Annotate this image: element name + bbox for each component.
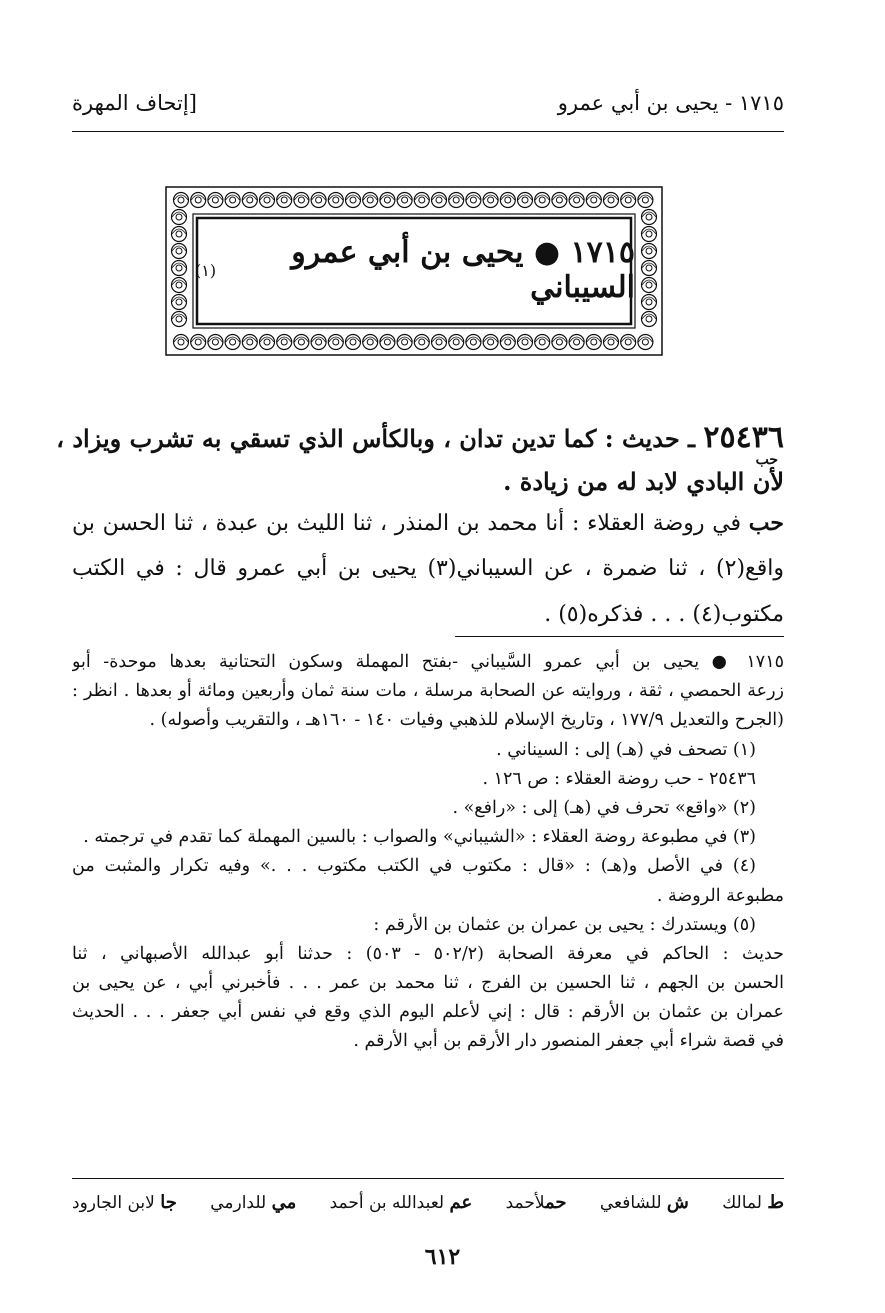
entry-title-footnote-ref: (١) [195, 260, 217, 280]
body-line-1-text: في روضة العقلاء : أنا محمد بن المنذر ، ثنا الليث بن عبدة ، ثنا الحسن بن [72, 511, 742, 536]
footnote-line: (٥) ويستدرك : يحيى بن عمران بن عثمان بن الأرقم : [373, 914, 756, 935]
footnote-line: الحسن بن الجهم ، ثنا الحسين بن الفرج ، ثنا محمد بن عمر . . . فأخبرني أبي ، عن يحيى بن [72, 973, 784, 994]
footnote-line: زرعة الحمصي ، ثقة ، وروايته عن الصحابة مرسلة ، مات سنة ثمان وأربعين ومائة أو بعدها . انظر : [72, 681, 784, 702]
hadith-number: ٢٥٤٣٦ [703, 420, 784, 455]
footnote-line: في قصة شراء أبي جعفر المنصور دار الأرقم بن أبي الأرقم . [353, 1031, 784, 1052]
running-header-right: ١٧١٥ - يحيى بن أبي عمرو [557, 91, 784, 115]
body-line-2: واقع(٢) ، ثنا ضمرة ، عن السيباني(٣) يحيى بن أبي عمرو قال : في الكتب [72, 556, 784, 581]
abbr-item: حملأحمد [505, 1191, 567, 1213]
abbr-item: مي للدارمي [210, 1191, 297, 1213]
running-header-left: [إتحاف المهرة [72, 91, 197, 115]
footnote-line: ١٧١٥ ● يحيى بن أبي عمرو السَّيباني -بفتح المهملة وسكون التحتانية بعدها موحدة- أبو [72, 652, 784, 672]
footnote-line: عمران بن عثمان بن الأرقم : قال : إني لأعلم اليوم الذي وقع في نفس أبي جعفر . . . الحديث [72, 1002, 784, 1023]
hadith-text-1: ـ حديث : كما تدين تدان ، وبالكأس الذي تسقي به تشرب ويزاد ، [56, 424, 696, 453]
entry-title [195, 215, 635, 325]
body-line-3: مكتوب(٤) . . . فذكره(٥) . [544, 602, 784, 627]
footnote-line: (الجرح والتعديل ١٧٧/٩ ، وتاريخ الإسلام للذهبي وفيات ١٤٠ - ١٦٠هـ ، والتقريب وأصوله) . [149, 710, 784, 731]
abbr-item: جا لابن الجارود [72, 1191, 177, 1213]
abbr-item: ش للشافعي [599, 1191, 689, 1213]
header-rule [72, 131, 784, 132]
page-number: ٦١٢ [424, 1244, 461, 1270]
footnote-line: (٢) «واقع» تحرف في (هـ) إلى : «رافع» . [452, 797, 756, 818]
abbreviations-rule [72, 1178, 784, 1179]
hadith-line-2: لأن البادي لابد له من زيادة . [503, 467, 784, 496]
entry-title-text: ١٧١٥ ● يحيى بن أبي عمرو السيباني [291, 235, 635, 305]
footnote-line: (٣) في مطبوعة روضة العقلاء : «الشيباني» والصواب : بالسين المهملة كما تقدم في ترجمته . [83, 827, 756, 848]
footnotes [72, 648, 784, 1057]
abbreviation-key [72, 1186, 784, 1218]
footnote-separator [455, 636, 784, 637]
footnote-line: (١) تصحف في (هـ) إلى : السيناني . [496, 739, 756, 760]
abbr-item: ط لمالك [722, 1191, 784, 1213]
footnote-line: (٤) في الأصل و(هـ) : «قال : مكتوب في الكتب مكتوب . . .» وفيه تكرار والمثبت من [72, 856, 756, 877]
abbr-item: عم لعبدالله بن أحمد [329, 1191, 473, 1213]
source-abbrev: حب [748, 510, 784, 536]
footnote-line: حديث : الحاكم في معرفة الصحابة (٥٠٢/٢ - ٥٠٣) : حدثنا أبو عبدالله الأصبهاني ، ثنا [72, 943, 784, 964]
footnote-line: ٢٥٤٣٦ - حب روضة العقلاء : ص ١٢٦ . [482, 768, 756, 789]
hadith-source-text [72, 500, 784, 638]
hadith-source-mark: حب [755, 452, 778, 468]
running-header [72, 86, 784, 120]
body-line-1 [72, 500, 784, 546]
hadith-block [56, 416, 784, 504]
footnote-line: مطبوعة الروضة . [656, 885, 784, 906]
hadith-line-1 [56, 416, 784, 460]
